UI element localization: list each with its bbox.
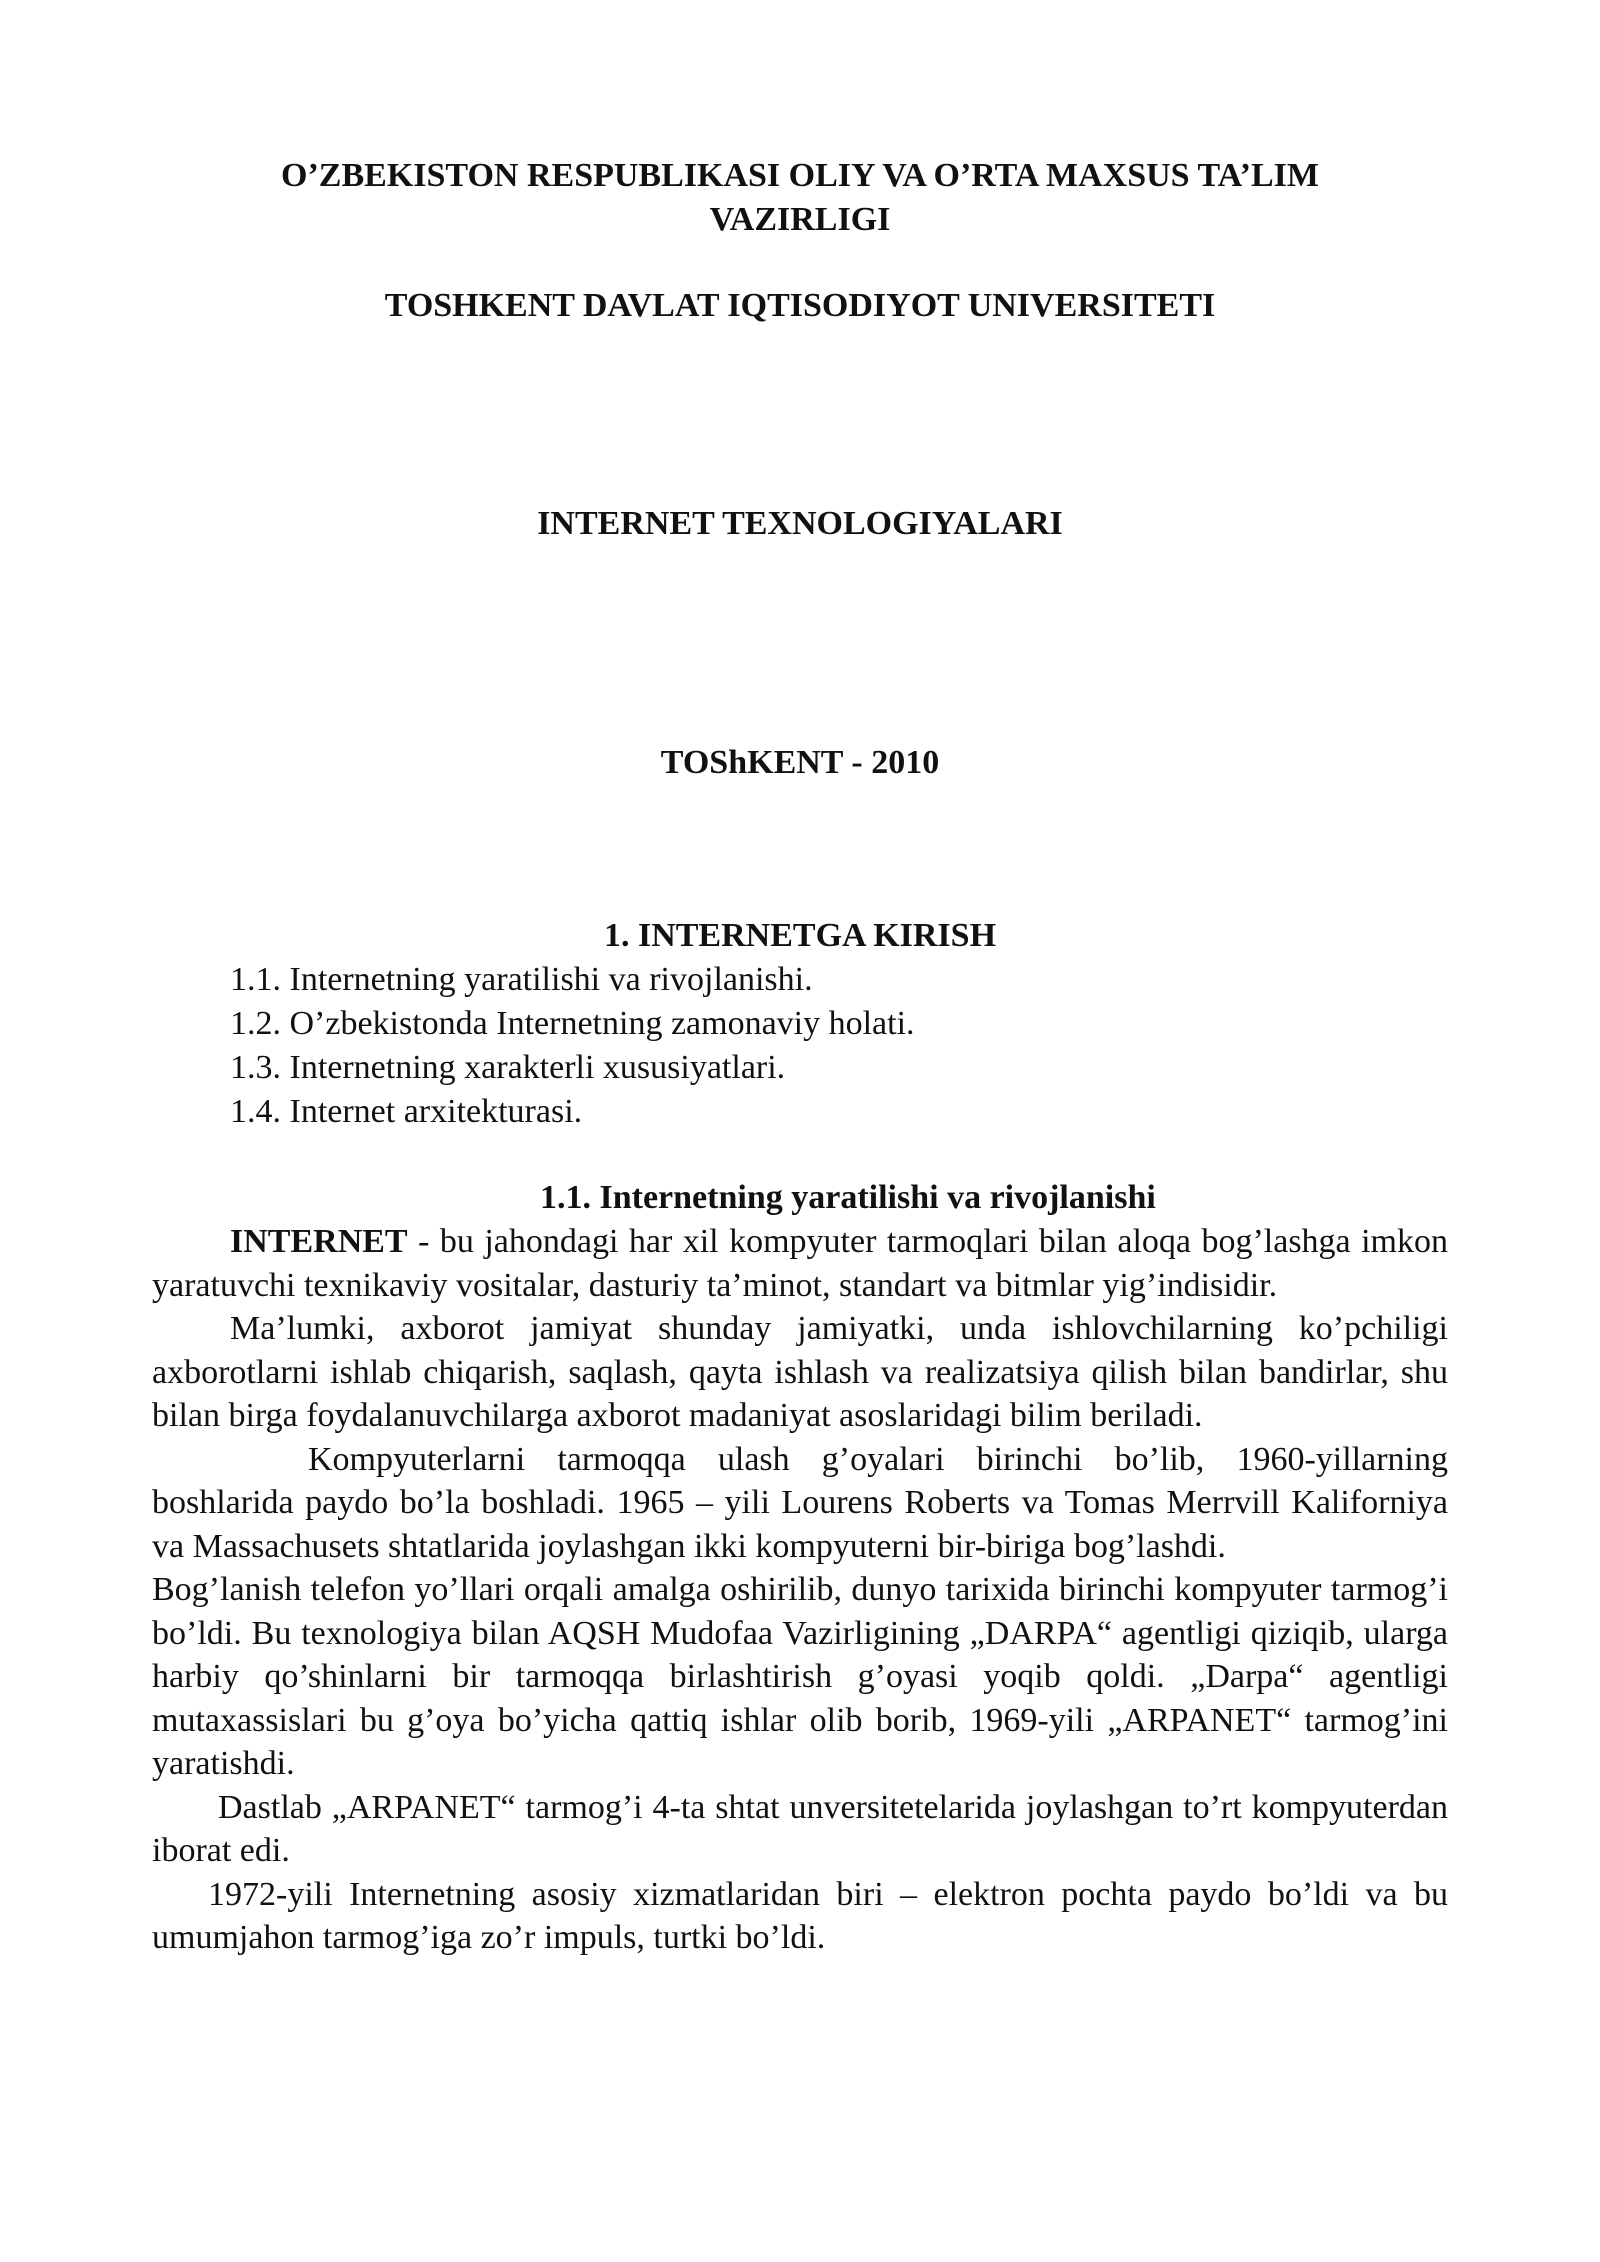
toc-item: 1.3. Internetning xarakterli xususiyatlari.: [230, 1049, 786, 1086]
paragraph: [152, 1220, 1448, 1307]
paragraph: Ma’lumki, axborot jamiyat shunday jamiyatki, unda ishlovchilarning ko’pchiligi axborotlarni ishlab chiqarish, saqlash, qayta ishlash va realizatsiya qilish bilan bandirlar, shu bilan birga foydalanuvchilarga axborot madaniyat asoslaridagi bilim beriladi.: [152, 1310, 1448, 1434]
university-name: TOSHKENT DAVLAT IQTISODIYOT UNIVERSITETI: [384, 287, 1216, 324]
document-title: INTERNET TEXNOLOGIYALARI: [537, 505, 1063, 542]
toc-item: 1.2. O’zbekistonda Internetning zamonaviy holati.: [230, 1005, 915, 1042]
place-year: TOShKENT - 2010: [660, 744, 940, 781]
chapter-heading: 1. INTERNETGA KIRISH: [603, 917, 997, 954]
term-internet: INTERNET: [230, 1223, 408, 1260]
section-heading: 1.1. Internetning yaratilishi va rivojlanishi: [540, 1179, 1156, 1216]
paragraph: Dastlab „ARPANET“ tarmog’i 4-ta shtat unversitetelarida joylashgan to’rt kompyuterdan iborat edi.: [152, 1788, 1448, 1869]
toc-item: 1.4. Internet arxitekturasi.: [230, 1093, 583, 1130]
ministry-line-1: O’ZBEKISTON RESPUBLIKASI OLIY VA O’RTA MAXSUS TA’LIM: [281, 157, 1319, 194]
section-body: [152, 1220, 1448, 1960]
ministry-line-2: VAZIRLIGI: [709, 201, 891, 238]
paragraph: 1972-yili Internetning asosiy xizmatlaridan biri – elektron pochta paydo bo’ldi va bu umumjahon tarmog’iga zo’r impuls, turtki bo’ldi.: [152, 1875, 1448, 1956]
paragraph-text: - bu jahondagi har xil kompyuter tarmoqlari bilan aloqa bog’lashga imkon yaratuvchi texnikaviy vositalar, dasturiy ta’minot, standart va bitmlar yig’indisidir.: [152, 1223, 1448, 1304]
paragraph: Kompyuterlarni tarmoqqa ulash g’oyalari birinchi bo’lib, 1960-yillarning boshlarida paydo bo’la boshladi. 1965 – yili Lourens Roberts va Tomas Merrvill Kaliforniya va Massachusets shtatlarida joylashgan ikki kompyuterni bir-biriga bog’lashdi.: [152, 1440, 1448, 1565]
toc-item: 1.1. Internetning yaratilishi va rivojlanishi.: [230, 961, 813, 998]
paragraph: Bog’lanish telefon yo’llari orqali amalga oshirilib, dunyo tarixida birinchi kompyuter tarmog’i bo’ldi. Bu texnologiya bilan AQSH Mudofaa Vazirligining „DARPA“ agentligi qiziqib, ularga harbiy qo’shinlarni bir tarmoqqa birlashtirish g’oyasi yoqib qoldi. „Darpa“ agentligi mutaxassislari bu g’oya bo’yicha qattiq ishlar olib borib, 1969-yili „ARPANET“ tarmog’ini yaratishdi.: [152, 1571, 1448, 1782]
